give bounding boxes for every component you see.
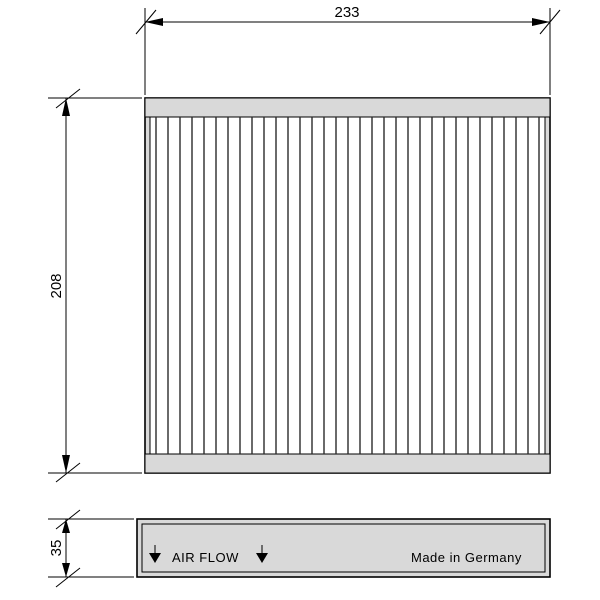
height-dimension-label: 208: [48, 273, 65, 299]
width-dimension: [136, 4, 560, 95]
filter-side-view: [137, 519, 550, 577]
width-dimension-label: 233: [334, 4, 360, 21]
depth-dimension: [48, 510, 134, 587]
made-in-germany-label: Made in Germany: [411, 550, 522, 565]
depth-dimension-label: 35: [48, 539, 65, 557]
air-flow-label: AIR FLOW: [172, 550, 239, 565]
height-dimension: [48, 89, 142, 482]
filter-front-view: [145, 98, 550, 473]
